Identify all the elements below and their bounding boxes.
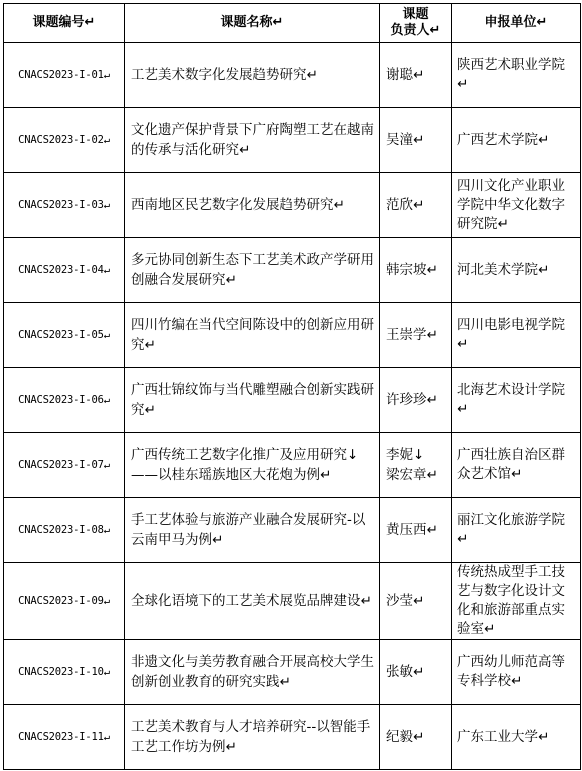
table-row bbox=[4, 108, 581, 173]
project-code: CNACS2023-I-02↵ bbox=[4, 108, 125, 173]
header-code: 课题编号↵ bbox=[4, 4, 125, 43]
header-name: 课题名称↵ bbox=[125, 4, 380, 43]
table-row bbox=[4, 498, 581, 563]
project-table bbox=[3, 3, 581, 770]
project-name: 西南地区民艺数字化发展趋势研究↵ bbox=[125, 173, 380, 238]
project-name: 广西壮锦纹饰与当代雕塑融合创新实践研究↵ bbox=[125, 368, 380, 433]
table-row bbox=[4, 303, 581, 368]
project-unit: 广西壮族自治区群众艺术馆↵ bbox=[452, 433, 581, 498]
project-unit: 广西幼儿师范高等专科学校↵ bbox=[452, 640, 581, 705]
table-row bbox=[4, 43, 581, 108]
project-person: 范欣↵ bbox=[380, 173, 452, 238]
table-row bbox=[4, 238, 581, 303]
project-name: 全球化语境下的工艺美术展览品牌建设↵ bbox=[125, 563, 380, 640]
project-code: CNACS2023-I-01↵ bbox=[4, 43, 125, 108]
project-code: CNACS2023-I-09↵ bbox=[4, 563, 125, 640]
table-row bbox=[4, 433, 581, 498]
project-person: 纪毅↵ bbox=[380, 705, 452, 770]
header-person: 课题 负责人↵ bbox=[380, 4, 452, 43]
cell-end-mark: ↵ bbox=[84, 15, 96, 30]
project-person: 许珍珍↵ bbox=[380, 368, 452, 433]
project-code: CNACS2023-I-10↵ bbox=[4, 640, 125, 705]
table-header-row bbox=[4, 4, 581, 43]
project-person: 张敏↵ bbox=[380, 640, 452, 705]
table-row bbox=[4, 173, 581, 238]
cell-end-mark: ↵ bbox=[272, 15, 284, 30]
project-person: 谢聪↵ bbox=[380, 43, 452, 108]
cell-end-mark: ↵ bbox=[536, 15, 548, 30]
project-unit: 丽江文化旅游学院↵ bbox=[452, 498, 581, 563]
project-code: CNACS2023-I-04↵ bbox=[4, 238, 125, 303]
cell-end-mark: ↵ bbox=[429, 23, 441, 38]
project-name: 手工艺体验与旅游产业融合发展研究-以云南甲马为例↵ bbox=[125, 498, 380, 563]
project-person: 吴潼↵ bbox=[380, 108, 452, 173]
project-name: 广西传统工艺数字化推广及应用研究↓ ——以桂东瑶族地区大花炮为例↵ bbox=[125, 433, 380, 498]
project-unit: 河北美术学院↵ bbox=[452, 238, 581, 303]
project-person: 韩宗坡↵ bbox=[380, 238, 452, 303]
project-code: CNACS2023-I-05↵ bbox=[4, 303, 125, 368]
project-code: CNACS2023-I-11↵ bbox=[4, 705, 125, 770]
project-person: 黄压西↵ bbox=[380, 498, 452, 563]
project-unit: 四川文化产业职业学院中华文化数字研究院↵ bbox=[452, 173, 581, 238]
project-code: CNACS2023-I-06↵ bbox=[4, 368, 125, 433]
project-person: 王崇学↵ bbox=[380, 303, 452, 368]
project-code: CNACS2023-I-08↵ bbox=[4, 498, 125, 563]
project-unit: 广东工业大学↵ bbox=[452, 705, 581, 770]
header-unit: 申报单位↵ bbox=[452, 4, 581, 43]
project-code: CNACS2023-I-03↵ bbox=[4, 173, 125, 238]
table-row bbox=[4, 368, 581, 433]
project-name: 非遗文化与美劳教育融合开展高校大学生创新创业教育的研究实践↵ bbox=[125, 640, 380, 705]
project-name: 工艺美术数字化发展趋势研究↵ bbox=[125, 43, 380, 108]
project-unit: 陕西艺术职业学院↵ bbox=[452, 43, 581, 108]
project-unit: 四川电影电视学院↵ bbox=[452, 303, 581, 368]
project-name: 文化遗产保护背景下广府陶塑工艺在越南的传承与活化研究↵ bbox=[125, 108, 380, 173]
project-name: 工艺美术教育与人才培养研究--以智能手工艺工作坊为例↵ bbox=[125, 705, 380, 770]
project-person: 李妮↓ 梁宏章↵ bbox=[380, 433, 452, 498]
project-code: CNACS2023-I-07↵ bbox=[4, 433, 125, 498]
table-row bbox=[4, 640, 581, 705]
project-person: 沙莹↵ bbox=[380, 563, 452, 640]
project-name: 多元协同创新生态下工艺美术政产学研用创融合发展研究↵ bbox=[125, 238, 380, 303]
project-unit: 广西艺术学院↵ bbox=[452, 108, 581, 173]
project-name: 四川竹编在当代空间陈设中的创新应用研究↵ bbox=[125, 303, 380, 368]
project-unit: 传统热成型手工技艺与数字化设计文化和旅游部重点实验室↵ bbox=[452, 563, 581, 640]
table-row bbox=[4, 563, 581, 640]
project-unit: 北海艺术设计学院↵ bbox=[452, 368, 581, 433]
table-row bbox=[4, 705, 581, 770]
